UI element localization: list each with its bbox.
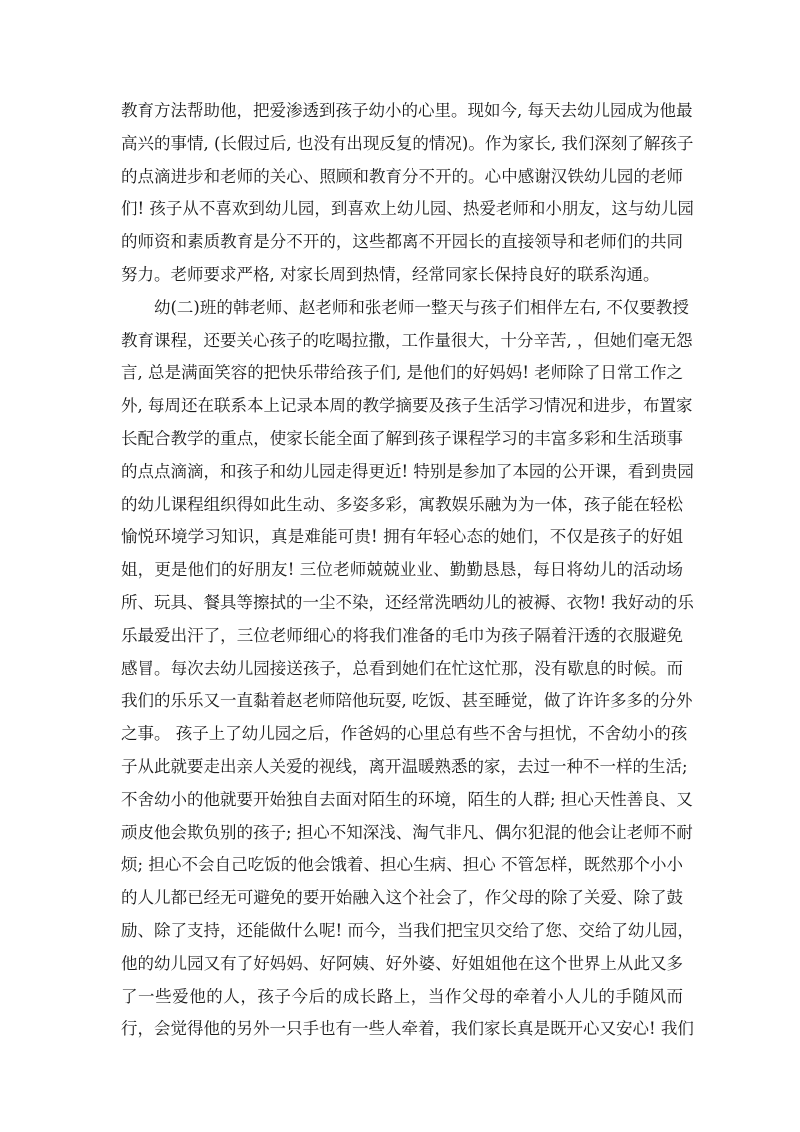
text-line: 愉悦环境学习知识，真是难能可贵! 拥有年轻心态的她们，不仅是孩子的好姐	[121, 527, 683, 547]
text-line: 的点滴进步和老师的关心、照顾和教育分不开的。心中感谢汉铁幼儿园的老师	[121, 166, 683, 186]
text-line: 行，会觉得他的另外一只手也有一些人牵着，我们家长真是既开心又安心! 我们	[121, 1019, 694, 1039]
text-line: 之事。 孩子上了幼儿园之后，作爸妈的心里总有些不舍与担忧，不舍幼小的孩	[121, 724, 688, 744]
text-line: 的人儿都已经无可避免的要开始融入这个社会了，作父母的除了关爱、除了鼓	[121, 888, 683, 908]
paragraph-first-line: 幼(二)班的韩老师、赵老师和张老师一整天与孩子们相伴左右, 不仅要教授	[154, 297, 689, 317]
text-line: 长配合教学的重点，使家长能全面了解到孩子课程学习的丰富多彩和生活琐事	[121, 428, 683, 448]
text-line: 的点点滴滴，和孩子和幼儿园走得更近! 特别是参加了本园的公开课，看到贵园	[121, 461, 694, 481]
text-line: 外, 每周还在联系本上记录本周的教学摘要及孩子生活学习情况和进步，布置家	[121, 396, 693, 416]
text-line: 了一些爱他的人，孩子今后的成长路上，当作父母的牵着小人儿的手随风而	[121, 986, 683, 1006]
text-line: 的幼儿课程组织得如此生动、多姿多彩，寓教娱乐融为为一体，孩子能在轻松	[121, 494, 683, 514]
document-body	[121, 95, 694, 1046]
text-line: 感冒。每次去幼儿园接送孩子，总看到她们在忙这忙那，没有歇息的时候。而	[121, 658, 683, 678]
text-line: 我们的乐乐又一直黏着赵老师陪他玩耍, 吃饭、甚至睡觉，做了许许多多的分外	[121, 691, 693, 711]
text-line: 努力。老师要求严格, 对家长周到热情，经常同家长保持良好的联系沟通。	[121, 264, 660, 284]
text-line: 言, 总是满面笑容的把快乐带给孩子们, 是他们的好妈妈! 老师除了日常工作之	[121, 363, 683, 383]
text-line: 教育方法帮助他，把爱渗透到孩子幼小的心里。现如今, 每天去幼儿园成为他最	[121, 101, 693, 120]
text-line: 他的幼儿园又有了好妈妈、好阿姨、好外婆、好姐姐他在这个世界上从此又多	[121, 953, 683, 973]
text-line: 乐最爱出汗了，三位老师细心的将我们准备的毛巾为孩子隔着汗透的衣服避免	[121, 625, 683, 645]
text-line: 们! 孩子从不喜欢到幼儿园，到喜欢上幼儿园、热爱老师和小朋友，这与幼儿园	[121, 199, 694, 219]
text-line: 教育课程，还要关心孩子的吃喝拉撒，工作量很大，十分辛苦, ，但她们毫无怨	[121, 330, 693, 350]
text-line: 子从此就要走出亲人关爱的视线，离开温暖熟悉的家，去过一种不一样的生活;	[121, 756, 688, 776]
text-line: 烦; 担心不会自己吃饭的他会饿着、担心生病、担心 不管怎样，既然那个小小	[121, 855, 683, 875]
text-line: 励、除了支持，还能做什么呢! 而今，当我们把宝贝交给了您、交给了幼儿园，	[121, 920, 694, 940]
text-line: 的师资和素质教育是分不开的，这些都离不开园长的直接领导和老师们的共同	[121, 232, 683, 252]
text-line: 所、玩具、餐具等擦拭的一尘不染，还经常洗晒幼儿的被褥、衣物! 我好动的乐	[121, 592, 694, 612]
text-line: 高兴的事情, (长假过后, 也没有出现反复的情况)。作为家长, 我们深刻了解孩子	[121, 133, 694, 153]
text-line: 姐，更是他们的好朋友! 三位老师兢兢业业、勤勤恳恳，每日将幼儿的活动场	[121, 560, 683, 580]
text-line: 顽皮他会欺负别的孩子; 担心不知深浅、淘气非凡、偶尔犯混的他会让老师不耐	[121, 822, 693, 842]
text-line: 不舍幼小的他就要开始独自去面对陌生的环境，陌生的人群; 担心天性善良、又	[121, 789, 693, 809]
